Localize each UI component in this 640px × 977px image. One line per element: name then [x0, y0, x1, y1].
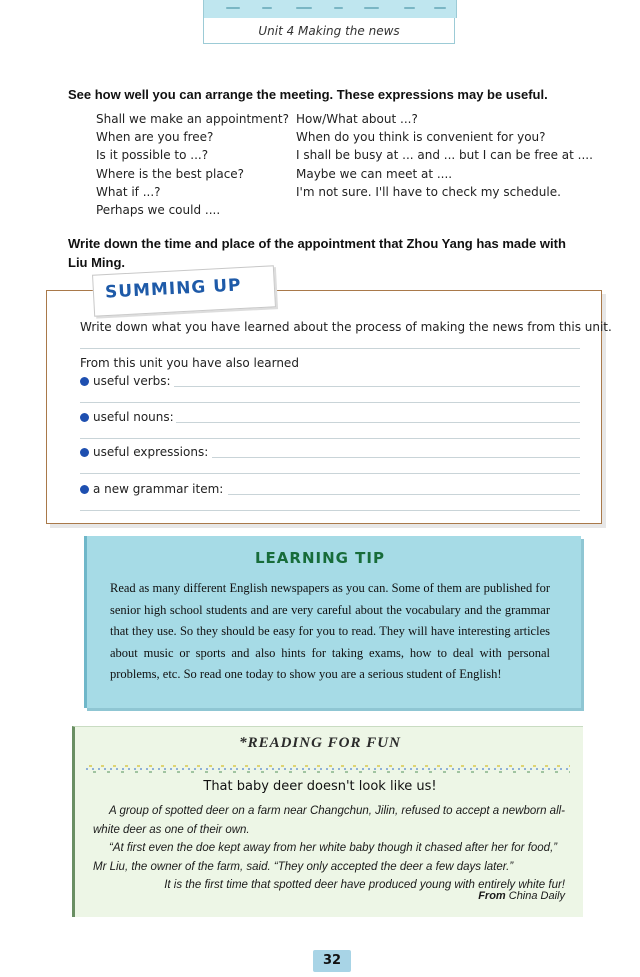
source-name: China Daily — [508, 890, 565, 902]
bullet-icon — [80, 413, 89, 422]
unit-title: Unit 4 Making the news — [203, 18, 455, 44]
article-source — [380, 890, 565, 902]
item-label: useful expressions: — [93, 445, 209, 459]
expression: Is it possible to ...? — [96, 148, 209, 163]
bullet-icon — [80, 377, 89, 386]
expression: Shall we make an appointment? — [96, 112, 289, 126]
summing-up-title: SUMMING UP — [104, 275, 243, 303]
expression: Where is the best place? — [96, 166, 245, 181]
article-headline: That baby deer doesn't look like us! — [203, 779, 437, 794]
useful-verbs-item — [80, 374, 171, 388]
write-instruction-line: Write down the time and place of the appointment that Zhou Yang has made with — [68, 236, 566, 251]
grammar-line[interactable] — [228, 494, 580, 495]
bullet-icon — [80, 485, 89, 494]
expression: Maybe we can meet at .... — [296, 166, 453, 181]
decorative-border — [86, 763, 570, 775]
grammar-item — [80, 482, 223, 496]
write-instruction — [68, 234, 566, 272]
source-prefix: From — [478, 890, 509, 902]
write-line[interactable] — [80, 402, 580, 403]
article-paragraph: “At first even the doe kept away from her white baby though it chased after her for food,” Mr Liu, the owner of the farm, said. “They only accepted the deer a few days later.” — [93, 842, 558, 873]
write-line[interactable] — [80, 510, 580, 511]
useful-nouns-line[interactable] — [176, 422, 580, 423]
learning-tip-text: Read as many different English newspapers as you can. Some of them are published for senior high school students and are very careful about the vocabulary and the grammar that they use. So they should be easy for you to read. They will have interesting articles about music or sports and also hints for taking exams, how to deal with personal problems, etc. So read one today to show you are a serious student of English! — [110, 581, 550, 681]
header-decoration — [203, 0, 457, 18]
also-learned-label: From this unit you have also learned — [80, 356, 299, 370]
arrange-instruction: See how well you can arrange the meeting. These expressions may be useful. — [68, 87, 548, 102]
useful-expressions-item — [80, 445, 208, 459]
write-instruction-line: Liu Ming. — [68, 255, 126, 270]
article-body — [93, 802, 565, 895]
summing-up-prompt: Write down what you have learned about the process of making the news from this unit. — [80, 320, 612, 334]
useful-verbs-line[interactable] — [174, 386, 580, 387]
expression: When do you think is convenient for you? — [296, 130, 546, 145]
write-line[interactable] — [80, 438, 580, 439]
expression: What if ...? — [96, 184, 161, 199]
article-paragraph: A group of spotted deer on a farm near Changchun, Jilin, refused to accept a newborn all-white deer as one of their own. — [93, 805, 566, 836]
expression: Perhaps we could .... — [96, 202, 221, 217]
page-number: 32 — [313, 950, 351, 972]
article-paragraph: It is the first time that spotted deer have produced young with entirely white fur! — [164, 879, 565, 891]
expression: How/What about ...? — [296, 112, 418, 126]
reading-for-fun-title: *READING FOR FUN — [239, 735, 401, 751]
item-label: useful nouns: — [93, 410, 174, 424]
expressions-right-column — [296, 110, 593, 201]
write-line[interactable] — [80, 473, 580, 474]
expression: I'm not sure. I'll have to check my schedule. — [296, 184, 561, 199]
useful-nouns-item — [80, 410, 174, 424]
expressions-left-column — [96, 110, 289, 219]
learning-tip-title: LEARNING TIP — [255, 549, 385, 567]
bullet-icon — [80, 448, 89, 457]
expression: When are you free? — [96, 130, 214, 145]
write-line[interactable] — [80, 348, 580, 349]
item-label: a new grammar item: — [93, 482, 224, 496]
useful-expressions-line[interactable] — [212, 457, 580, 458]
item-label: useful verbs: — [93, 374, 171, 388]
expression: I shall be busy at ... and ... but I can be free at .... — [296, 148, 593, 163]
